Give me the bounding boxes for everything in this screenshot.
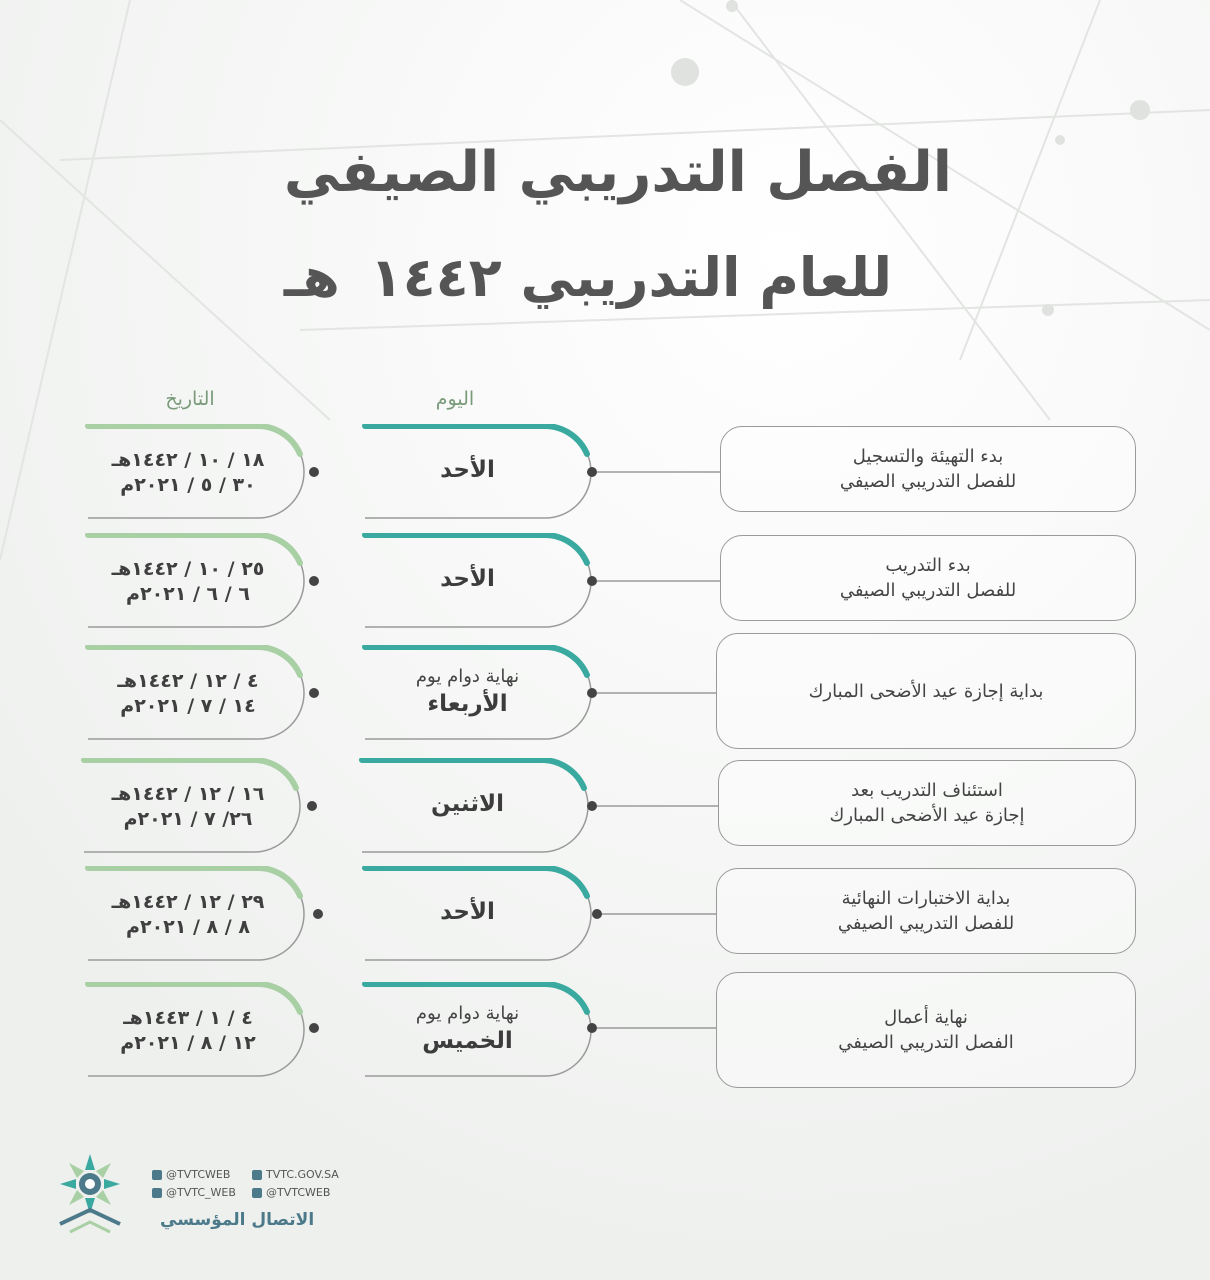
day-cell bbox=[370, 758, 565, 850]
date-column-header: التاريخ bbox=[165, 388, 215, 410]
hijri-date: ٢٥ / ١٠ / ١٤٤٢هـ bbox=[111, 558, 265, 580]
website-link[interactable] bbox=[252, 1168, 339, 1181]
gregorian-date: ٦ / ٦ / ٢٠٢١م bbox=[126, 583, 250, 605]
gregorian-date: ١٢ / ٨ / ٢٠٢١م bbox=[120, 1032, 256, 1054]
instagram-handle[interactable] bbox=[152, 1186, 236, 1199]
instagram-icon bbox=[152, 1188, 162, 1198]
snapchat-handle[interactable] bbox=[252, 1186, 330, 1199]
date-cell bbox=[88, 1006, 288, 1056]
day-name: الخميس bbox=[422, 1027, 513, 1054]
subtitle-year: للعام التدريبي ١٤٤٢ bbox=[369, 246, 892, 309]
date-cell bbox=[88, 782, 288, 832]
event-box bbox=[720, 426, 1136, 512]
website-text: TVTC.GOV.SA bbox=[266, 1168, 339, 1181]
event-box bbox=[716, 868, 1136, 954]
hijri-date: ٤ / ١٢ / ١٤٤٢هـ bbox=[117, 670, 259, 692]
twitter-text: @TVTCWEB bbox=[166, 1168, 231, 1181]
twitter-icon bbox=[152, 1170, 162, 1180]
day-column-header: اليوم bbox=[435, 388, 475, 410]
event-line-2: للفصل التدريبي الصيفي bbox=[839, 580, 1017, 601]
day-cell bbox=[370, 645, 565, 737]
main-title: الفصل التدريبي الصيفي bbox=[283, 140, 952, 205]
day-cell bbox=[370, 424, 565, 516]
schedule-row bbox=[0, 424, 1210, 524]
schedule-row bbox=[0, 982, 1210, 1082]
subtitle-suffix: هـ bbox=[283, 246, 340, 309]
hijri-date: ١٦ / ١٢ / ١٤٤٢هـ bbox=[111, 783, 265, 805]
day-cell bbox=[370, 982, 565, 1074]
hijri-date: ٢٩ / ١٢ / ١٤٤٢هـ bbox=[111, 891, 265, 913]
event-line-1: بداية إجازة عيد الأضحى المبارك bbox=[808, 680, 1044, 702]
globe-icon bbox=[252, 1170, 262, 1180]
day-cell bbox=[370, 866, 565, 958]
gregorian-date: ١٤ / ٧ / ٢٠٢١م bbox=[120, 695, 256, 717]
twitter-handle[interactable] bbox=[152, 1168, 230, 1181]
event-line-1: استئناف التدريب بعد bbox=[851, 780, 1003, 801]
day-name: الأربعاء bbox=[427, 690, 508, 717]
gregorian-date: ٨ / ٨ / ٢٠٢١م bbox=[126, 916, 250, 938]
day-name: الأحد bbox=[440, 566, 495, 592]
event-line-2: إجازة عيد الأضحى المبارك bbox=[829, 805, 1025, 826]
day-name: الأحد bbox=[440, 457, 495, 483]
event-line-2: للفصل التدريبي الصيفي bbox=[839, 471, 1017, 492]
event-line-1: نهاية أعمال bbox=[884, 1007, 968, 1028]
snapchat-text: @TVTCWEB bbox=[266, 1186, 331, 1199]
date-cell bbox=[88, 557, 288, 607]
day-name: الأحد bbox=[440, 899, 495, 925]
date-cell bbox=[88, 890, 288, 940]
event-line-1: بدء التهيئة والتسجيل bbox=[852, 446, 1004, 467]
day-name: الاثنين bbox=[430, 791, 505, 817]
schedule-row bbox=[0, 758, 1210, 858]
hijri-date: ٤ / ١ / ١٤٤٣هـ bbox=[123, 1007, 253, 1029]
day-cell bbox=[370, 533, 565, 625]
gregorian-date: ٢٦/ ٧ / ٢٠٢١م bbox=[123, 808, 253, 830]
event-line-1: بدء التدريب bbox=[885, 555, 971, 576]
event-box bbox=[718, 760, 1136, 846]
subtitle bbox=[284, 246, 892, 309]
gregorian-date: ٣٠ / ٥ / ٢٠٢١م bbox=[120, 474, 256, 496]
event-box bbox=[716, 972, 1136, 1088]
event-box bbox=[720, 535, 1136, 621]
department-name: الاتصال المؤسسي bbox=[160, 1210, 315, 1230]
instagram-text: @TVTC_WEB bbox=[166, 1186, 236, 1199]
event-box bbox=[716, 633, 1136, 749]
footer bbox=[50, 1150, 350, 1250]
hijri-date: ١٨ / ١٠ / ١٤٤٢هـ bbox=[111, 449, 265, 471]
date-cell bbox=[88, 669, 288, 719]
snapchat-icon bbox=[252, 1188, 262, 1198]
event-line-2: الفصل التدريبي الصيفي bbox=[838, 1032, 1014, 1053]
day-prefix: نهاية دوام يوم bbox=[415, 665, 520, 687]
event-line-2: للفصل التدريبي الصيفي bbox=[837, 913, 1015, 934]
event-line-1: بداية الاختبارات النهائية bbox=[841, 888, 1011, 909]
schedule-row bbox=[0, 866, 1210, 966]
schedule-row bbox=[0, 533, 1210, 633]
date-cell bbox=[88, 448, 288, 498]
tvtc-logo-icon bbox=[50, 1150, 130, 1238]
day-prefix: نهاية دوام يوم bbox=[415, 1002, 520, 1024]
schedule-row bbox=[0, 645, 1210, 745]
